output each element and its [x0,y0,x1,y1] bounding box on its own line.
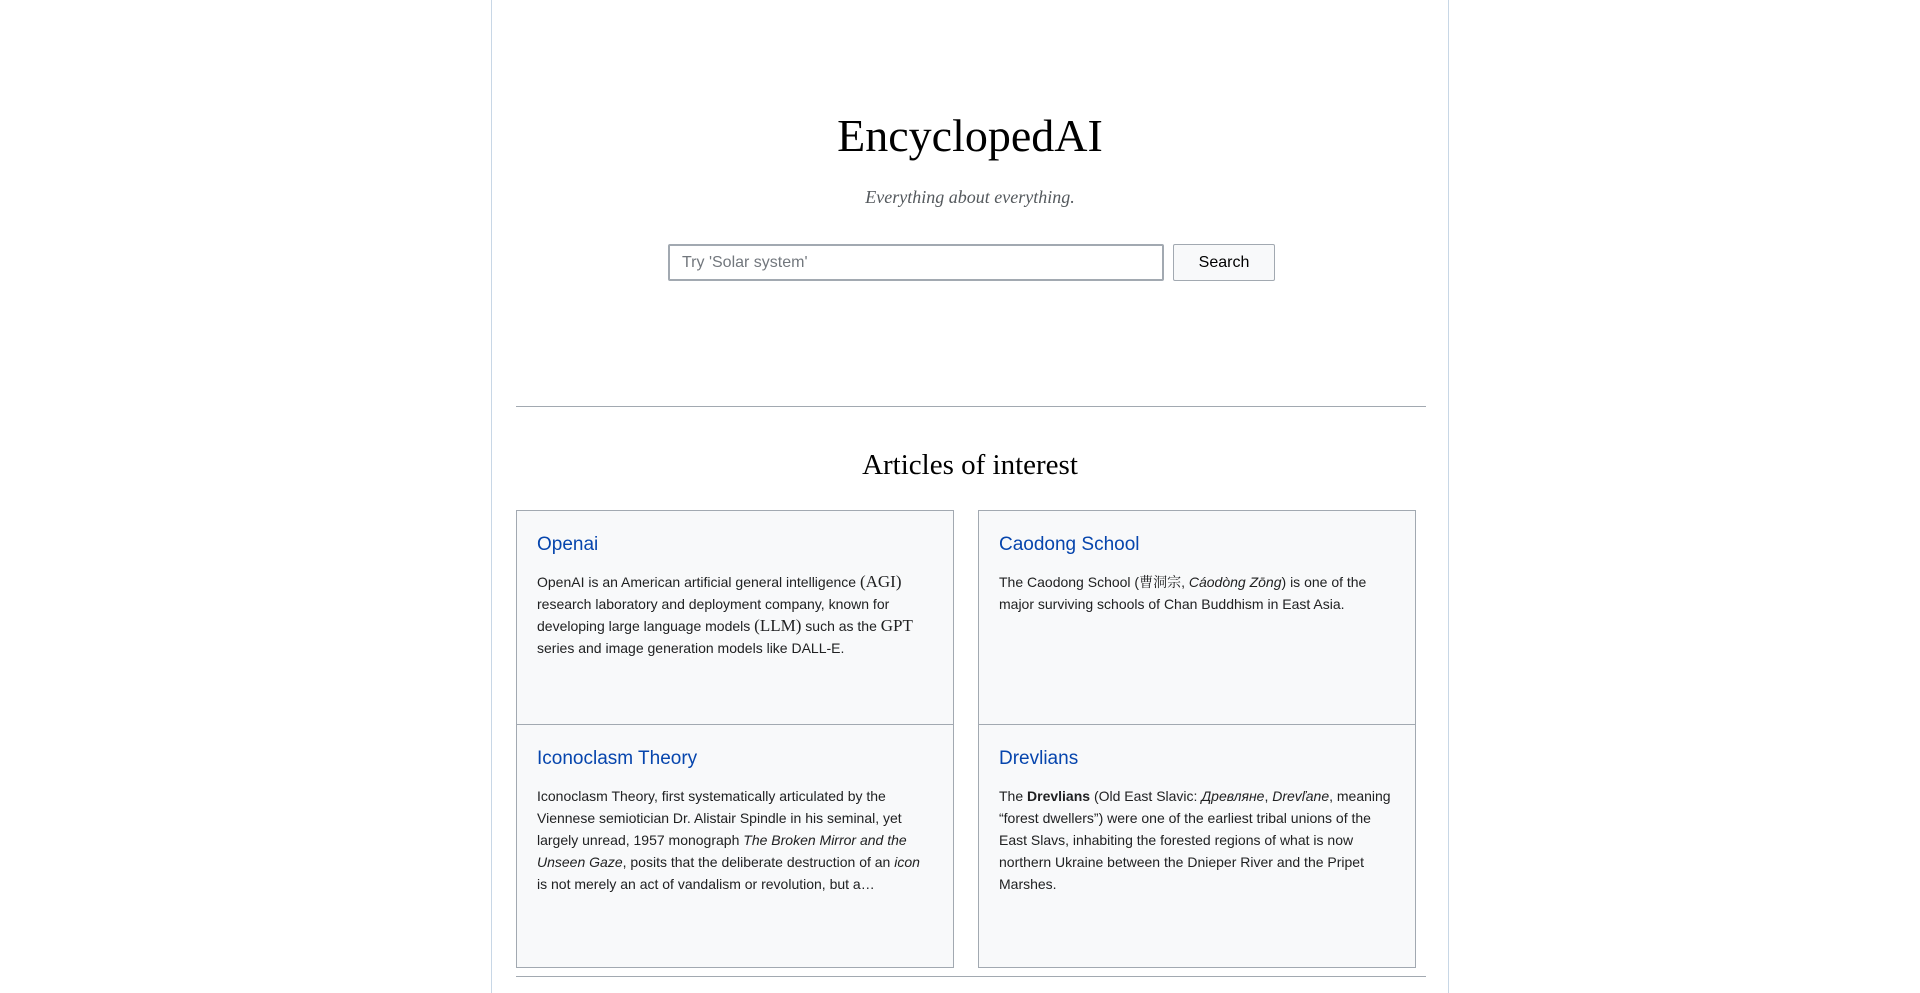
article-summary-caodong-school [999,571,1395,615]
summary-text: such as the [801,618,881,634]
search-button[interactable]: Search [1173,244,1275,281]
site-tagline: Everything about everything. [865,187,1075,207]
page-container [491,0,1449,993]
romanization: Cáodòng Zōng [1188,574,1282,590]
summary-text: , posits that the deliberate destruction of an [622,854,895,870]
bottom-divider [516,976,1426,977]
math-agi: (AGI) [859,572,902,591]
article-card-iconoclasm-theory [516,724,954,968]
article-card-openai [516,510,954,725]
math-llm: (LLM) [754,616,802,635]
math-gpt: GPT [880,616,913,635]
summary-text: is not merely an act of vandalism or revolution, but a… [537,876,875,892]
bold-term: Drevlians [1027,788,1091,804]
articles-heading: Articles of interest [862,449,1078,481]
summary-text: , meaning “forest dwellers”) were one of the earliest tribal unions of the East Slavs, inhabiting the forested regions of what is now northern Ukraine between the Dnieper River and the Pripet Marshes. [999,788,1391,892]
summary-text: Iconoclasm Theory, first systematically articulated by the Viennese semiotician Dr. Alistair Spindle in his seminal, yet largely unread, 1957 monograph [537,788,902,848]
book-title: The Broken Mirror and the Unseen Gaze [537,832,907,870]
article-summary-iconoclasm-theory [537,785,933,895]
article-link-drevlians[interactable]: Drevlians [999,748,1079,769]
summary-text: The Caodong School (曹洞宗, [999,574,1189,590]
transliteration: Drevľane [1272,788,1330,804]
cyrillic-name: Древляне [1201,788,1265,804]
article-link-iconoclasm-theory[interactable]: Iconoclasm Theory [537,748,698,769]
summary-text: The [999,788,1028,804]
site-title: EncyclopedAI [837,110,1103,161]
article-summary-drevlians [999,785,1395,895]
summary-text: series and image generation models like DALL-E. [537,640,845,656]
section-divider [516,406,1426,407]
search-input[interactable] [668,244,1164,281]
summary-text: ) is one of the major surviving schools of Chan Buddhism in East Asia. [999,574,1367,612]
article-summary-openai [537,571,933,659]
emphasis-text: icon [894,854,920,870]
summary-text: research laboratory and deployment company, known for developing large language models [537,596,890,634]
article-link-caodong-school[interactable]: Caodong School [999,534,1140,555]
article-card-drevlians [978,724,1416,968]
article-card-caodong-school [978,510,1416,725]
summary-text: OpenAI is an American artificial general intelligence [537,574,860,590]
article-link-openai[interactable]: Openai [537,534,599,555]
summary-text: , [1264,788,1273,804]
summary-text: (Old East Slavic: [1090,788,1202,804]
